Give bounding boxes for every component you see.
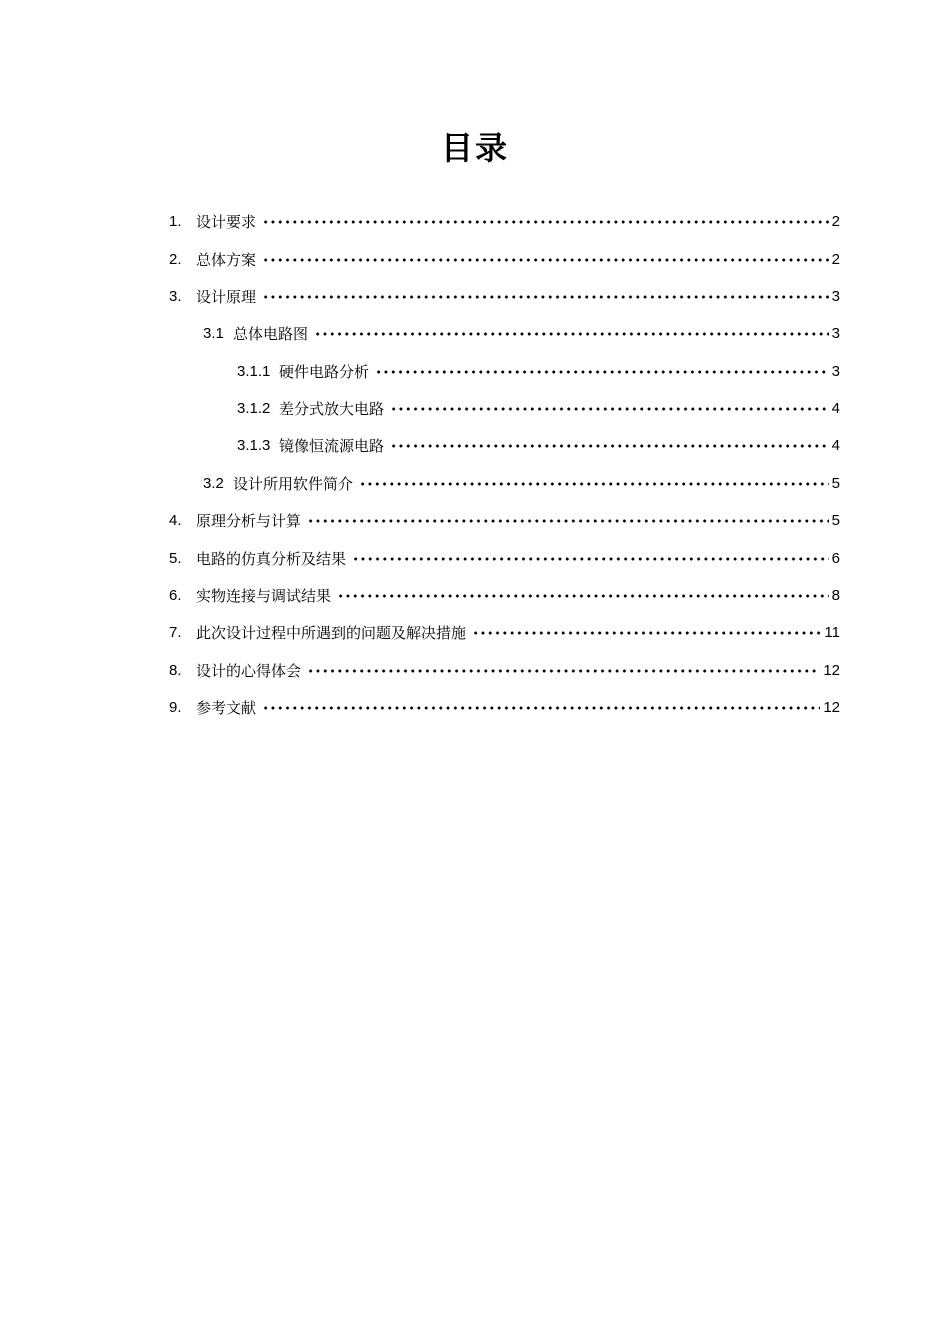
toc-entry-page: 12 [823,699,840,716]
toc-dot-leader [314,322,829,346]
toc-entry-page: 3 [831,363,840,380]
toc-entry-label: 实物连接与调试结果 [196,587,332,605]
toc-entry-page: 3 [831,325,840,342]
toc-entry-page: 2 [831,213,840,230]
toc-entry-6[interactable] [169,584,840,608]
toc-entry-label: 镜像恒流源电路 [279,437,385,455]
toc-entry-number: 7. [169,624,182,641]
toc-dot-leader [262,285,829,309]
toc-entry-label: 原理分析与计算 [196,512,302,530]
toc-dot-leader [352,547,829,571]
toc-entry-number: 4. [169,512,182,529]
toc-entry-number: 5. [169,550,182,567]
toc-entry-page: 6 [831,550,840,567]
toc-entry-4[interactable] [169,509,840,533]
toc-entry-label: 设计所用软件简介 [233,475,354,493]
toc-entry-page: 5 [831,512,840,529]
toc-entry-label: 设计原理 [196,288,257,306]
toc-dot-leader [390,434,829,458]
toc-entry-number: 6. [169,587,182,604]
toc-entry-label: 总体方案 [196,251,257,269]
toc-entry-3[interactable] [169,285,840,309]
toc-entry-7[interactable] [169,621,840,645]
toc-dot-leader [390,397,829,421]
toc-entry-page: 4 [831,400,840,417]
toc-entry-label: 差分式放大电路 [279,400,385,418]
toc-entry-9[interactable] [169,696,840,720]
toc-dot-leader [337,584,829,608]
toc-entry-label: 总体电路图 [233,325,309,343]
toc-entry-number: 3. [169,288,182,305]
toc-entry-page: 2 [831,251,840,268]
toc-dot-leader [262,248,829,272]
toc-entry-label: 设计要求 [196,213,257,231]
toc-dot-leader [472,621,821,645]
toc-dot-leader [262,696,820,720]
toc-entry-number: 8. [169,662,182,679]
toc-entry-page: 4 [831,437,840,454]
toc-entry-5[interactable] [169,547,840,571]
toc-entry-page: 11 [824,624,840,641]
toc-entry-label: 参考文献 [196,699,257,717]
toc-dot-leader [375,360,829,384]
toc-entry-3-2[interactable] [203,472,840,496]
toc-entry-page: 8 [831,587,840,604]
toc-entry-number: 3.1.2 [237,400,271,417]
toc-entry-number: 3.1 [203,325,224,342]
toc-entry-label: 此次设计过程中所遇到的问题及解决措施 [196,624,467,642]
toc-entry-number: 3.1.1 [237,363,271,380]
toc-entry-2[interactable] [169,248,840,272]
toc-entry-page: 5 [831,475,840,492]
toc-dot-leader [359,472,829,496]
toc-entry-number: 3.2 [203,475,224,492]
toc-entry-number: 2. [169,251,182,268]
toc-dot-leader [307,509,829,533]
toc-entry-3-1-3[interactable] [237,434,840,458]
toc-entry-number: 1. [169,213,182,230]
toc-entry-number: 3.1.3 [237,437,271,454]
toc-entry-label: 硬件电路分析 [279,363,370,381]
toc-entry-page: 12 [823,662,840,679]
toc-entry-3-1-2[interactable] [237,397,840,421]
toc-entry-label: 设计的心得体会 [196,662,302,680]
toc-entry-number: 9. [169,699,182,716]
toc-dot-leader [262,210,829,234]
page-title: 目录 [440,129,509,167]
toc-entry-8[interactable] [169,659,840,683]
toc-entry-3-1-1[interactable] [237,360,840,384]
toc-entry-page: 3 [831,288,840,305]
toc-entry-1[interactable] [169,210,840,234]
toc-entry-label: 电路的仿真分析及结果 [196,550,347,568]
toc-dot-leader [307,659,820,683]
toc-entry-3-1[interactable] [203,322,840,346]
